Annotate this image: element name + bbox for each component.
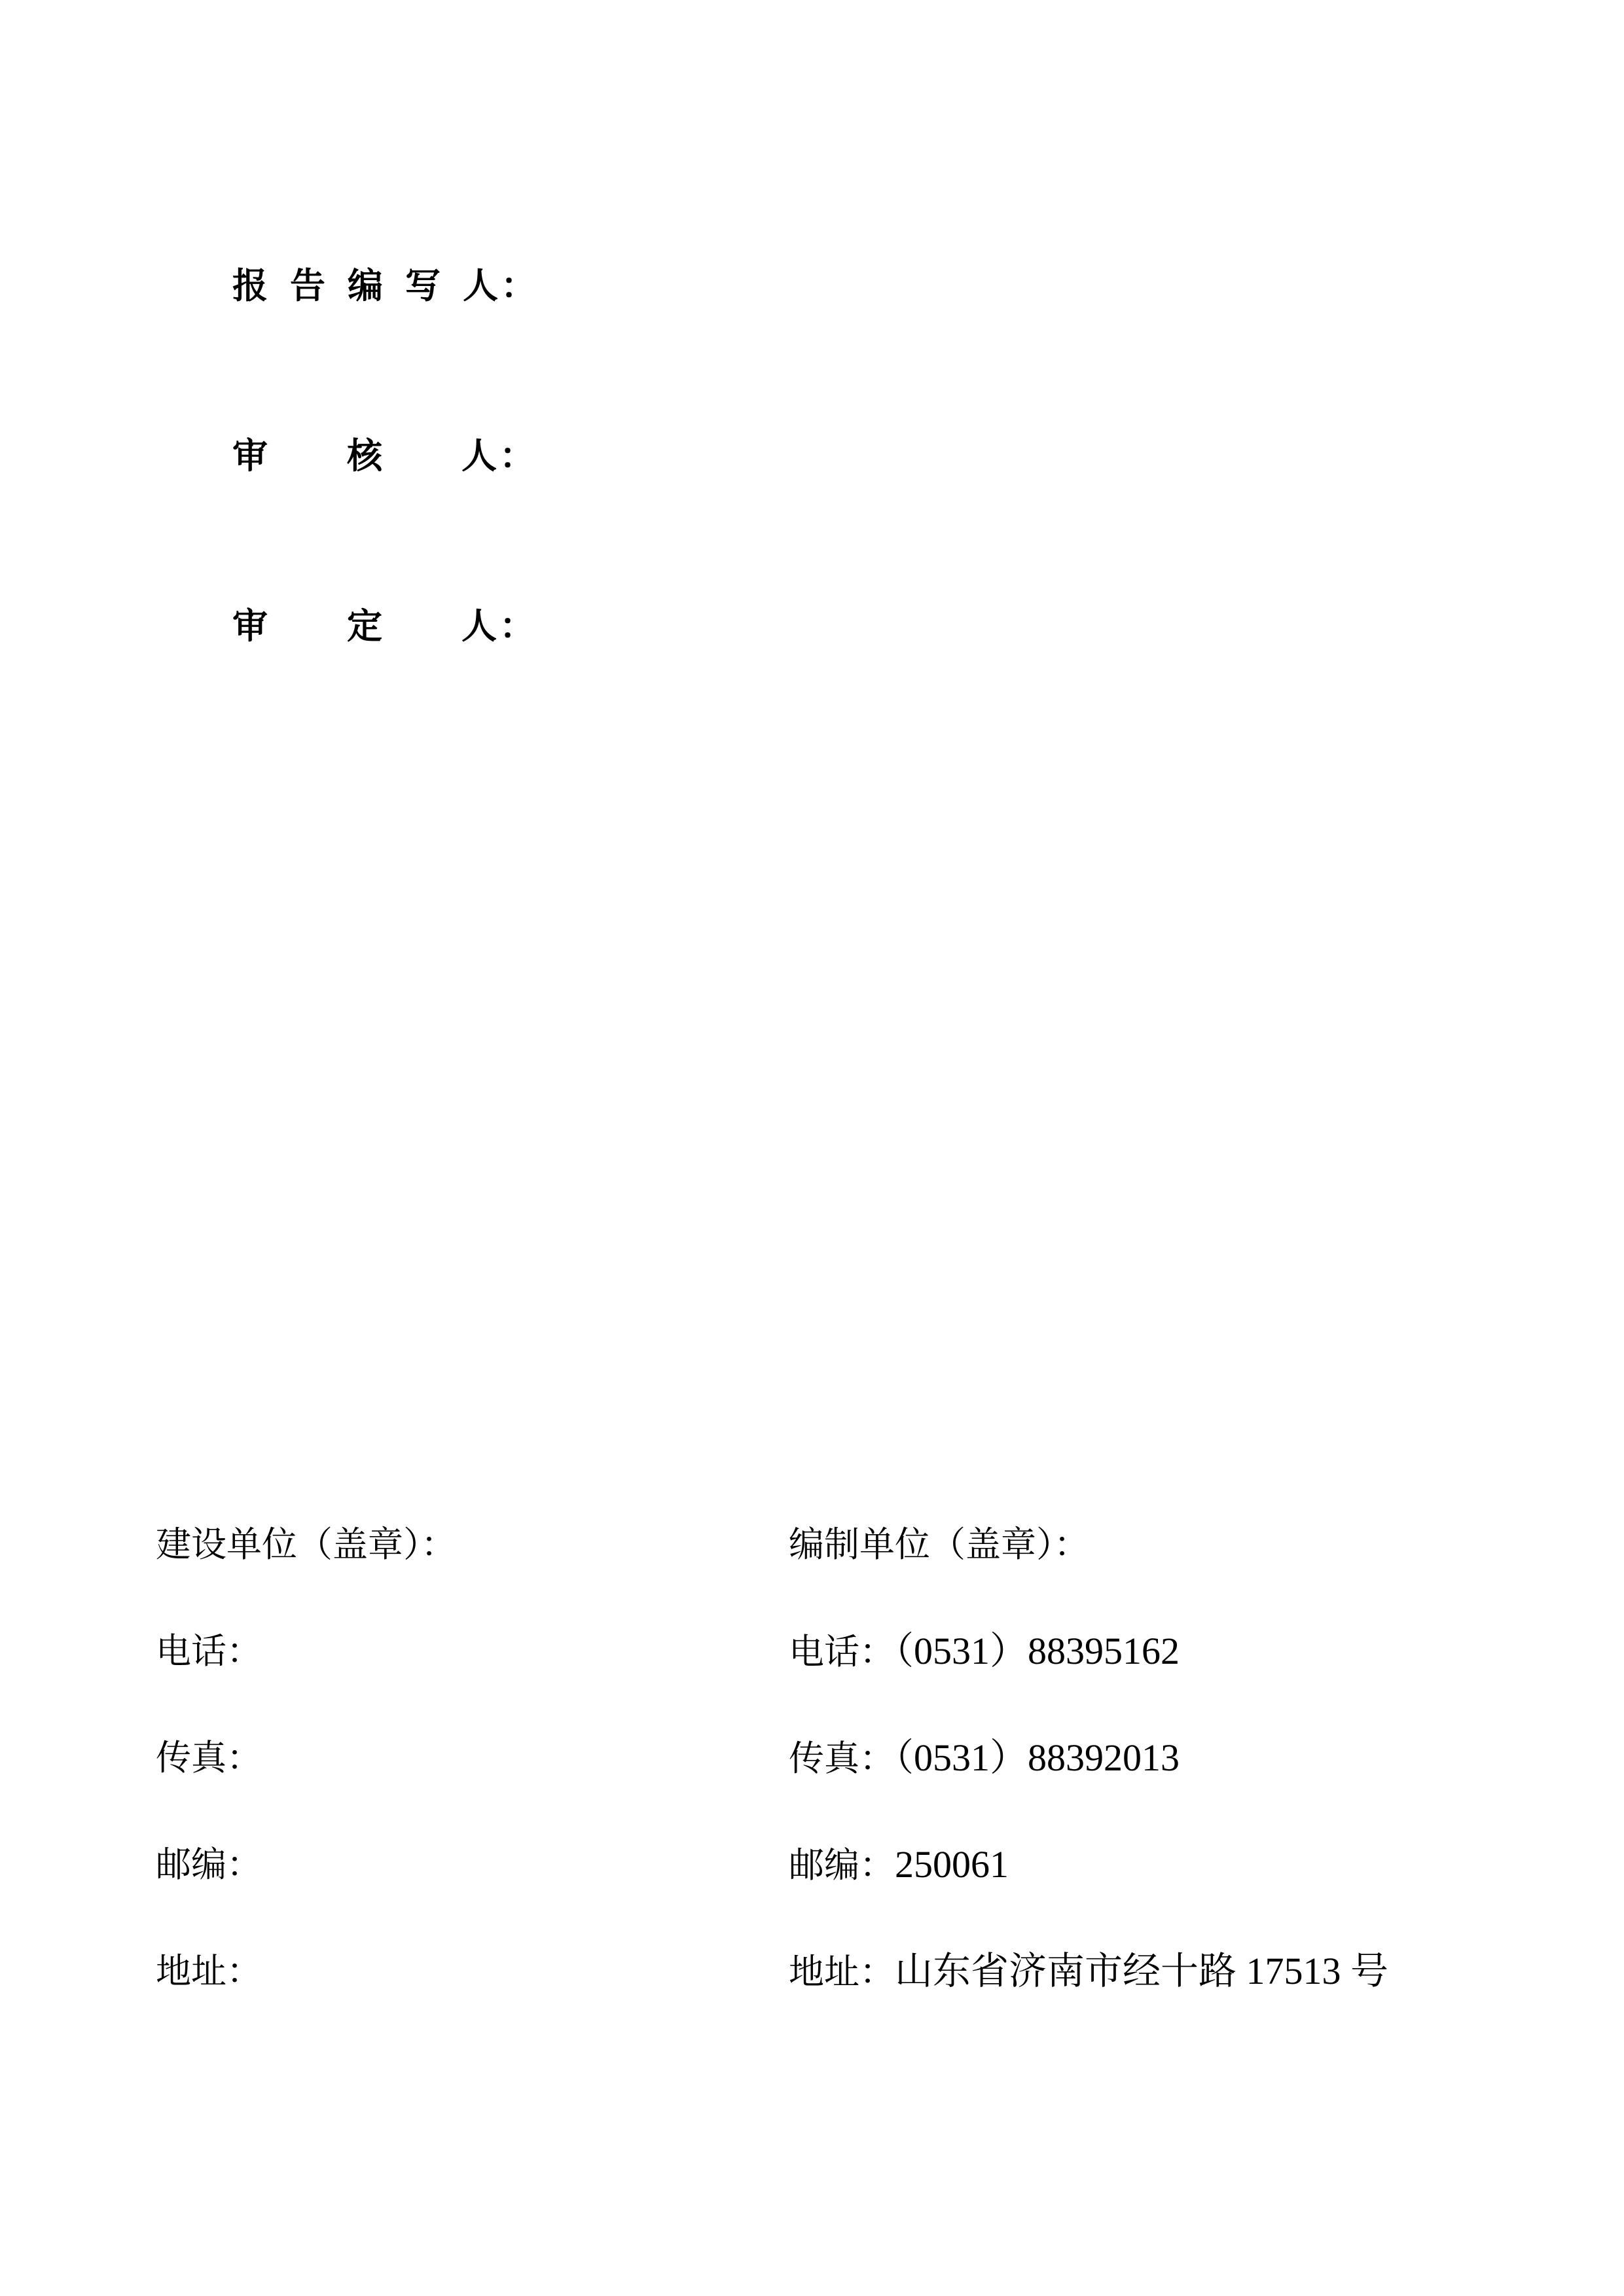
construction-unit-fax-label: 传真： [156, 1737, 262, 1778]
compiling-unit-title: 编制单位（盖章）： [789, 1524, 1089, 1565]
construction-unit-fax-row [156, 1732, 876, 1784]
construction-unit-postcode-row [156, 1839, 876, 1891]
report-writer-char: 人 [463, 264, 498, 306]
construction-unit-phone-label: 电话： [156, 1630, 262, 1672]
compiling-unit-fax-label: 传真： [789, 1738, 895, 1779]
compiling-unit-postcode-row [789, 1839, 1509, 1891]
compiling-unit-address-row [789, 1945, 1509, 1998]
reviewer-line [232, 427, 535, 479]
compiling-unit-fax-value: （0531）88392013 [895, 1736, 1180, 1779]
compiling-unit-postcode-label: 邮编： [789, 1844, 895, 1886]
reviewer-char: 审 [232, 435, 268, 476]
compiling-unit-fax-row [789, 1732, 1509, 1784]
construction-unit-title-row [156, 1518, 876, 1571]
approver-char: 定 [347, 605, 382, 647]
construction-unit-address-row [156, 1945, 876, 1998]
construction-unit-column [156, 1518, 876, 2052]
compiling-unit-phone-row [789, 1625, 1509, 1677]
report-writer-char: 写 [405, 264, 441, 306]
compiling-unit-title-row [789, 1518, 1509, 1571]
compiling-unit-postcode-value: 250061 [895, 1843, 1009, 1886]
reviewer-char: 核 [347, 435, 382, 476]
report-writer-line [232, 257, 536, 309]
report-writer-char: 报 [232, 264, 268, 306]
compiling-unit-phone-value: （0531）88395162 [895, 1630, 1180, 1672]
compiling-unit-address-value: 山东省济南市经十路 17513 号 [895, 1950, 1389, 1992]
reviewer-colon: ： [499, 435, 535, 476]
report-writer-colon: ： [501, 264, 536, 306]
construction-unit-address-label: 地址： [156, 1950, 262, 1992]
compiling-unit-column [789, 1518, 1509, 2052]
approver-char: 审 [232, 605, 268, 647]
construction-unit-title: 建设单位（盖章）： [156, 1524, 456, 1565]
report-writer-char: 编 [348, 264, 383, 306]
compiling-unit-phone-label: 电话： [789, 1631, 895, 1672]
report-writer-char: 告 [290, 264, 325, 306]
reviewer-char: 人 [461, 435, 497, 476]
compiling-unit-address-label: 地址： [789, 1951, 895, 1992]
approver-line [232, 597, 535, 649]
construction-unit-postcode-label: 邮编： [156, 1844, 262, 1885]
approver-colon: ： [499, 605, 535, 647]
approver-char: 人 [461, 605, 497, 647]
construction-unit-phone-row [156, 1625, 876, 1677]
